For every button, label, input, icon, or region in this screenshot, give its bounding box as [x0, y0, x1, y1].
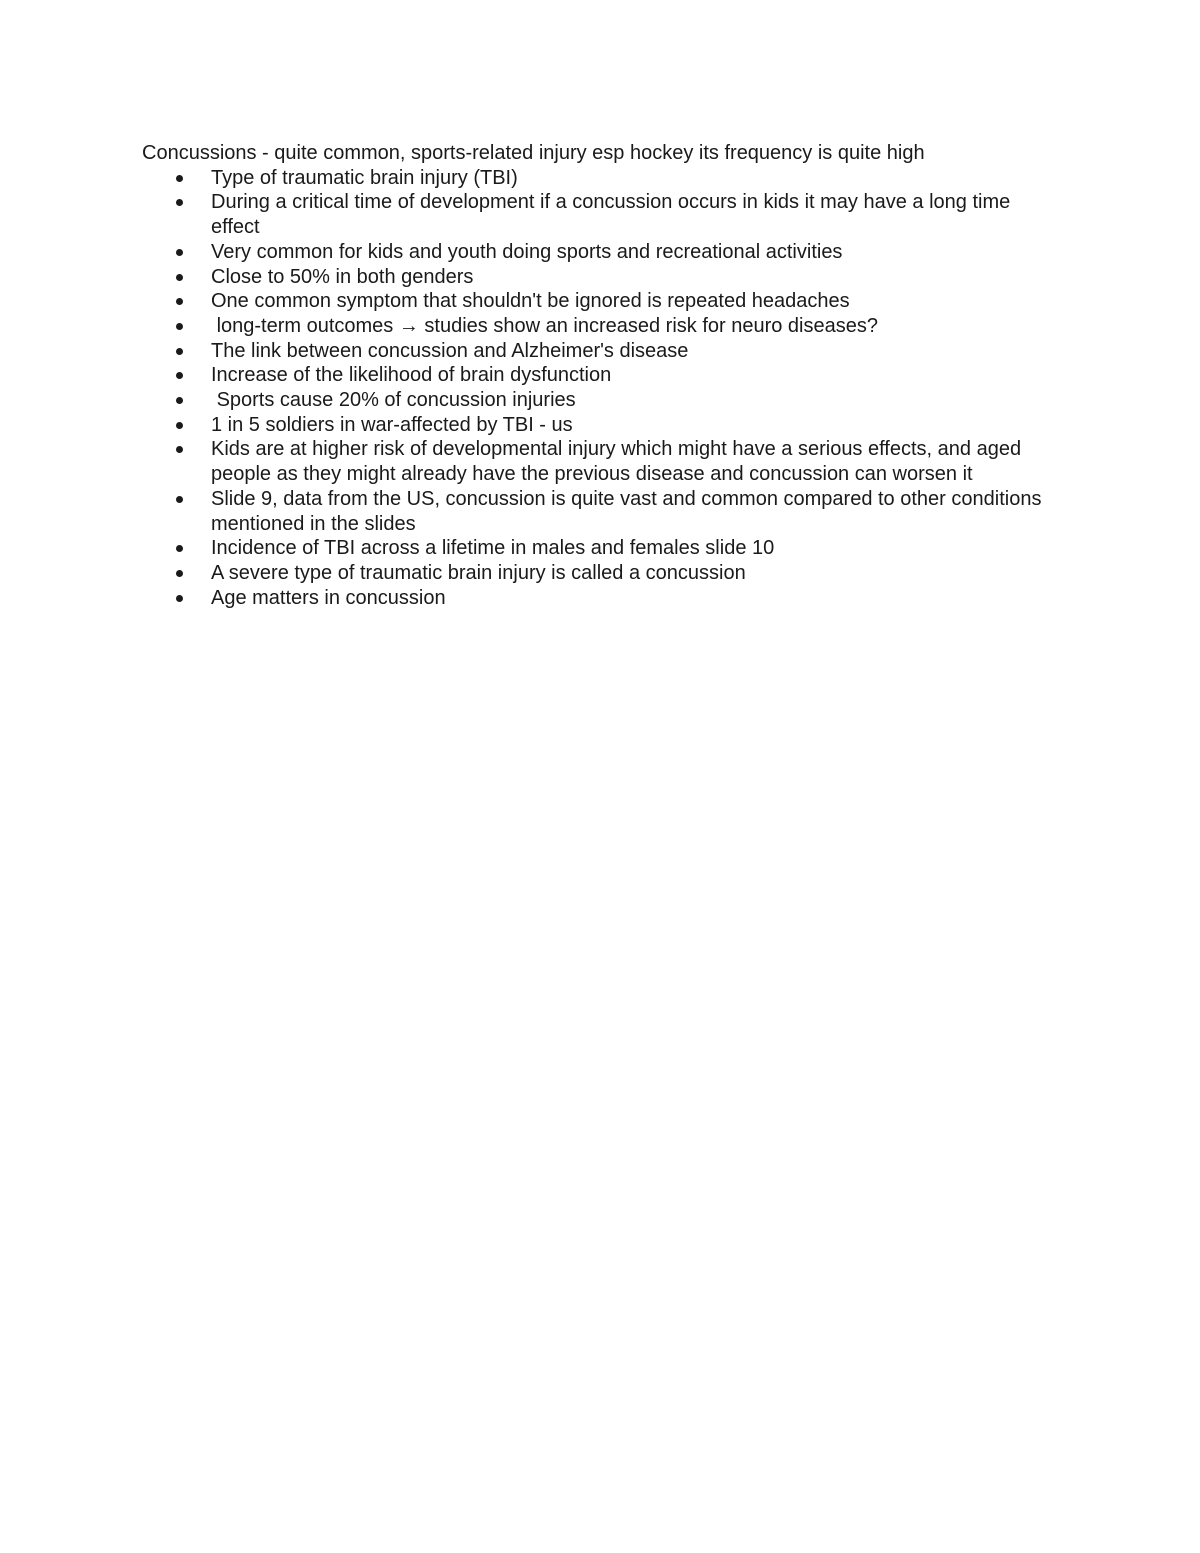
list-item-text: 1 in 5 soldiers in war-affected by TBI - us	[211, 413, 573, 436]
bullet-icon	[176, 249, 183, 256]
list-item	[142, 190, 1062, 239]
list-item-text: Sports cause 20% of concussion injuries	[211, 389, 576, 412]
intro-line: Concussions - quite common, sports-related injury esp hockey its frequency is quite high	[142, 142, 925, 164]
list-item	[142, 437, 1062, 486]
list-item-text: Increase of the likelihood of brain dysfunction	[211, 364, 612, 387]
list-item-text: The link between concussion and Alzheimer's disease	[211, 339, 689, 362]
list-item-text: Kids are at higher risk of developmental injury which might have a serious effects, and aged people as they might already have the previous disease and concussion can worsen it	[211, 438, 1027, 486]
list-item	[142, 586, 1062, 611]
list-item-text: Incidence of TBI across a lifetime in males and females slide 10	[211, 537, 775, 560]
bullet-icon	[176, 446, 183, 453]
list-item	[142, 363, 1062, 388]
bullet-icon	[176, 422, 183, 429]
bullet-icon	[176, 595, 183, 602]
list-item	[142, 487, 1062, 536]
list-item	[142, 536, 1062, 561]
list-item-text: Very common for kids and youth doing sports and recreational activities	[211, 240, 843, 263]
list-item	[142, 265, 1062, 290]
list-item-text: A severe type of traumatic brain injury is called a concussion	[211, 561, 746, 584]
bullet-icon	[176, 545, 183, 552]
list-item	[142, 388, 1062, 413]
list-item-text: Slide 9, data from the US, concussion is quite vast and common compared to other conditions mentioned in the slides	[211, 487, 1048, 535]
list-item	[142, 561, 1062, 586]
bullet-icon	[176, 298, 183, 305]
list-item	[142, 413, 1062, 438]
list-item-text: Close to 50% in both genders	[211, 265, 474, 288]
bullet-icon	[176, 570, 183, 577]
bullet-icon	[176, 496, 183, 503]
bullet-icon	[176, 397, 183, 404]
document-body	[142, 141, 1062, 610]
bullet-icon	[176, 348, 183, 355]
list-item	[142, 314, 1062, 339]
list-item-text: long-term outcomes → studies show an increased risk for neuro diseases?	[211, 314, 878, 337]
bullet-list	[142, 166, 1062, 611]
list-item	[142, 240, 1062, 265]
list-item	[142, 289, 1062, 314]
bullet-icon	[176, 175, 183, 182]
list-item-text: One common symptom that shouldn't be ignored is repeated headaches	[211, 290, 850, 313]
bullet-icon	[176, 199, 183, 206]
bullet-icon	[176, 274, 183, 281]
list-item	[142, 166, 1062, 191]
list-item	[142, 339, 1062, 364]
bullet-icon	[176, 372, 183, 379]
bullet-icon	[176, 323, 183, 330]
list-item-text: During a critical time of development if a concussion occurs in kids it may have a long time effect	[211, 191, 1016, 239]
list-item-text: Type of traumatic brain injury (TBI)	[211, 166, 518, 189]
list-item-text: Age matters in concussion	[211, 586, 446, 609]
